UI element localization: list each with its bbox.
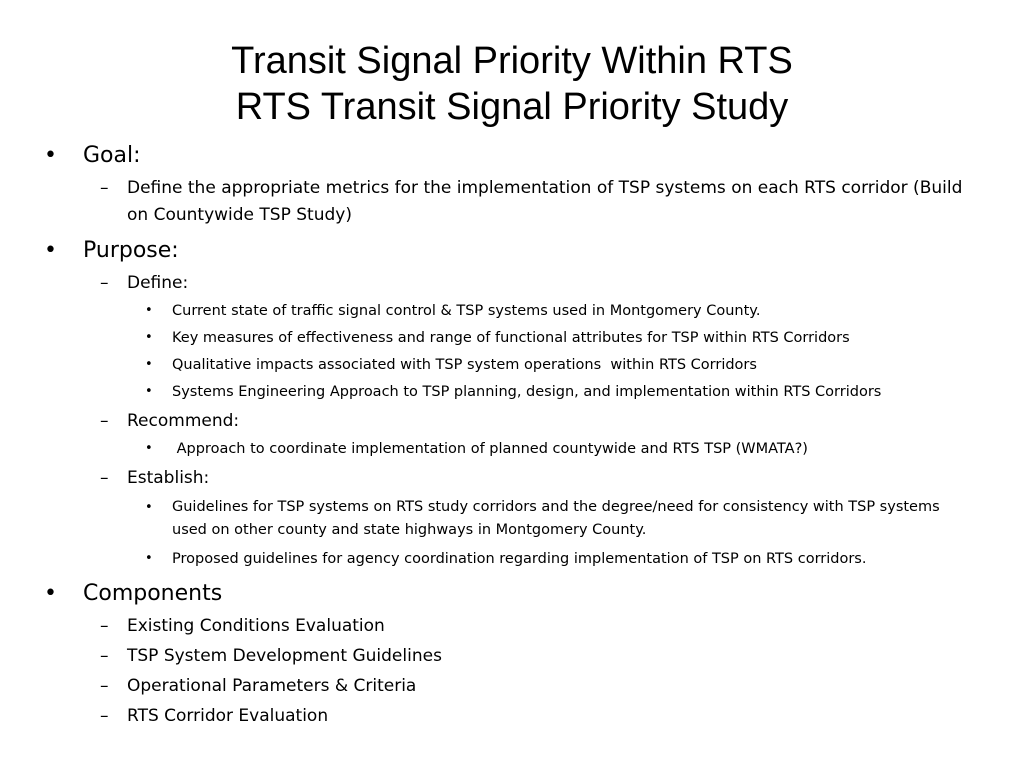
dash-marker: – [100, 646, 109, 666]
bullet-marker: • [145, 500, 153, 515]
define-item [0, 352, 1024, 378]
bullet-marker: • [145, 384, 153, 399]
define-item-text: Current state of traffic signal control & TSP systems used in Montgomery County. [172, 303, 761, 319]
define-item-text: Key measures of effectiveness and range of functional attributes for TSP within RTS Corridors [172, 330, 850, 346]
dash-marker: – [100, 616, 109, 636]
define-item-text: Systems Engineering Approach to TSP planning, design, and implementation within RTS Corridors [172, 384, 882, 400]
sub-label: Define: [127, 273, 189, 293]
purpose-establish [0, 465, 1024, 492]
components-item [0, 703, 1024, 730]
slide-body [0, 140, 1024, 730]
title-line-1: Transit Signal Priority Within RTS [231, 40, 793, 82]
establish-item-text: Proposed guidelines for agency coordination regarding implementation of TSP on RTS corridors. [172, 551, 867, 567]
define-item [0, 379, 1024, 405]
bullet-marker: • [145, 330, 153, 345]
bullet-goal [0, 140, 1024, 172]
title-line-2: RTS Transit Signal Priority Study [235, 86, 789, 128]
bullet-marker: • [145, 441, 153, 456]
dash-marker: – [100, 706, 109, 726]
establish-item [0, 546, 1024, 572]
define-item [0, 298, 1024, 324]
purpose-recommend [0, 408, 1024, 435]
components-item-text: Existing Conditions Evaluation [127, 616, 385, 636]
components-item [0, 643, 1024, 670]
dash-marker: – [100, 178, 109, 198]
establish-item-text: Guidelines for TSP systems on RTS study corridors and the degree/need for consistency with TSP systems used on other county and state highways in Montgomery County. [172, 499, 940, 538]
recommend-item [0, 436, 1024, 462]
dash-marker: – [100, 468, 109, 488]
components-item-text: TSP System Development Guidelines [127, 646, 442, 666]
components-item [0, 673, 1024, 700]
sub-label: Recommend: [127, 411, 240, 431]
bullet-marker: • [44, 581, 57, 606]
bullet-purpose [0, 235, 1024, 267]
sub-label: Establish: [127, 468, 210, 488]
goal-item-text: Define the appropriate metrics for the implementation of TSP systems on each RTS corridor (Build on Countywide TSP Study) [127, 178, 963, 225]
define-item-text: Qualitative impacts associated with TSP system operations within RTS Corridors [172, 357, 757, 373]
goal-item [0, 175, 1024, 229]
components-item-text: RTS Corridor Evaluation [127, 706, 329, 726]
establish-item [0, 496, 1024, 542]
recommend-item-text: Approach to coordinate implementation of planned countywide and RTS TSP (WMATA?) [172, 441, 808, 457]
bullet-marker: • [44, 143, 57, 168]
bullet-marker: • [145, 303, 153, 318]
bullet-marker: • [145, 357, 153, 372]
bullet-label: Purpose: [83, 238, 179, 263]
bullet-components [0, 578, 1024, 610]
components-item [0, 613, 1024, 640]
purpose-define [0, 270, 1024, 297]
bullet-marker: • [44, 238, 57, 263]
dash-marker: – [100, 676, 109, 696]
bullet-marker: • [145, 551, 153, 566]
components-item-text: Operational Parameters & Criteria [127, 676, 417, 696]
dash-marker: – [100, 411, 109, 431]
bullet-label: Goal: [83, 143, 141, 168]
dash-marker: – [100, 273, 109, 293]
slide-title [0, 38, 1024, 130]
define-item [0, 325, 1024, 351]
bullet-label: Components [83, 581, 223, 606]
